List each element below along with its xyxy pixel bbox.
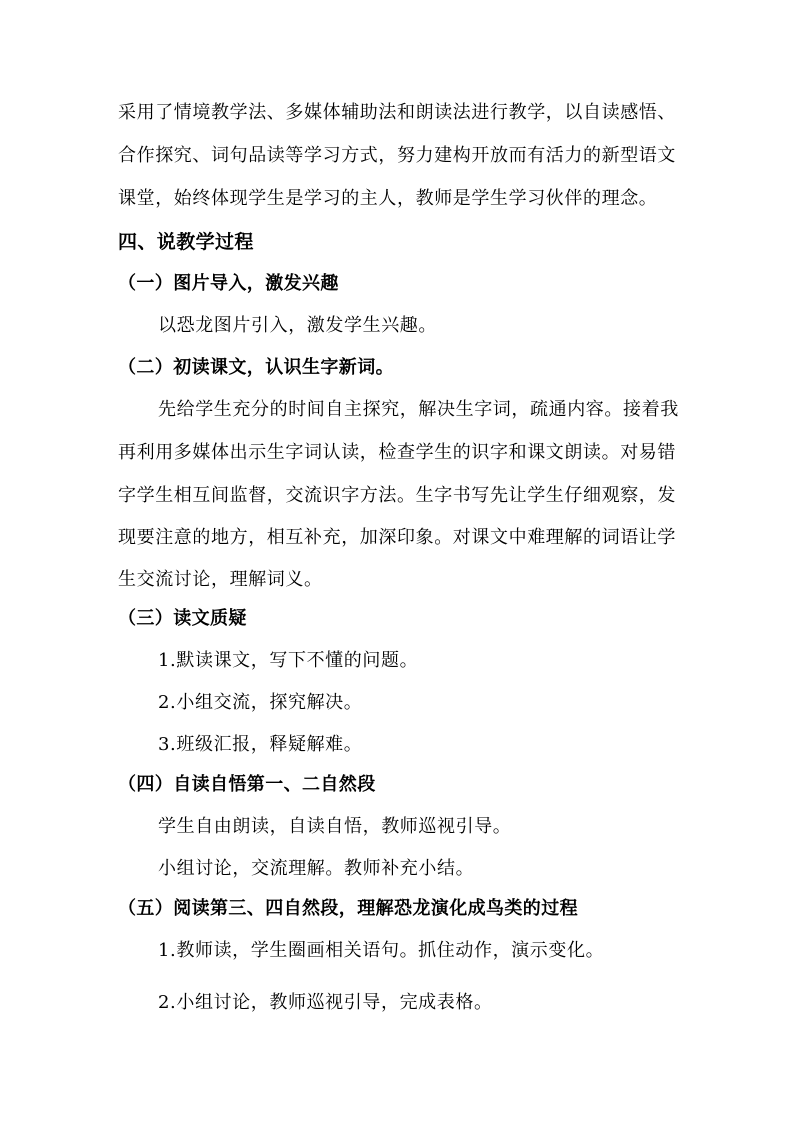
subsection-1-title: （一）图片导入，激发兴趣 [118, 273, 339, 294]
subsection-3-item-1: 1.默读课文，写下不懂的问题。 [158, 650, 419, 671]
section-heading: 四、说教学过程 [118, 231, 254, 253]
subsection-4-title: （四）自读自悟第一、二自然段 [118, 774, 376, 795]
subsection-5-item-2: 2.小组讨论，教师巡视引导，完成表格。 [158, 992, 493, 1013]
subsection-2-line-3: 字学生相互间监督，交流识字方法。生字书写先让学生仔细观察，发 [118, 485, 676, 506]
intro-line-2: 合作探究、词句品读等学习方式，努力建构开放而有活力的新型语文 [118, 145, 676, 166]
subsection-1-line-1: 以恐龙图片引入，激发学生兴趣。 [158, 315, 437, 336]
subsection-3-item-3: 3.班级汇报，释疑解难。 [158, 734, 363, 755]
subsection-5-item-1: 1.教师读，学生圈画相关语句。抓住动作，演示变化。 [158, 940, 605, 961]
subsection-2-line-5: 生交流讨论，理解词义。 [118, 569, 323, 590]
subsection-4-line-1: 学生自由朗读，自读自悟，教师巡视引导。 [158, 816, 512, 837]
subsection-5-title: （五）阅读第三、四自然段，理解恐龙演化成鸟类的过程 [118, 898, 578, 919]
subsection-2-line-1: 先给学生充分的时间自主探究，解决生字词，疏通内容。接着我 [158, 399, 679, 420]
subsection-4-line-2: 小组讨论，交流理解。教师补充小结。 [158, 858, 475, 879]
subsection-3-item-2: 2.小组交流，探究解决。 [158, 692, 363, 713]
subsection-2-line-2: 再利用多媒体出示生字词认读，检查学生的识字和课文朗读。对易错 [118, 442, 676, 463]
subsection-2-line-4: 现要注意的地方，相互补充，加深印象。对课文中难理解的词语让学 [118, 527, 676, 548]
subsection-2-title: （二）初读课文，认识生字新词。 [118, 357, 394, 378]
intro-line-3: 课堂，始终体现学生是学习的主人，教师是学生学习伙伴的理念。 [118, 188, 658, 209]
intro-line-1: 采用了情境教学法、多媒体辅助法和朗读法进行教学，以自读感悟、 [118, 102, 676, 123]
subsection-3-title: （三）读文质疑 [118, 608, 247, 629]
